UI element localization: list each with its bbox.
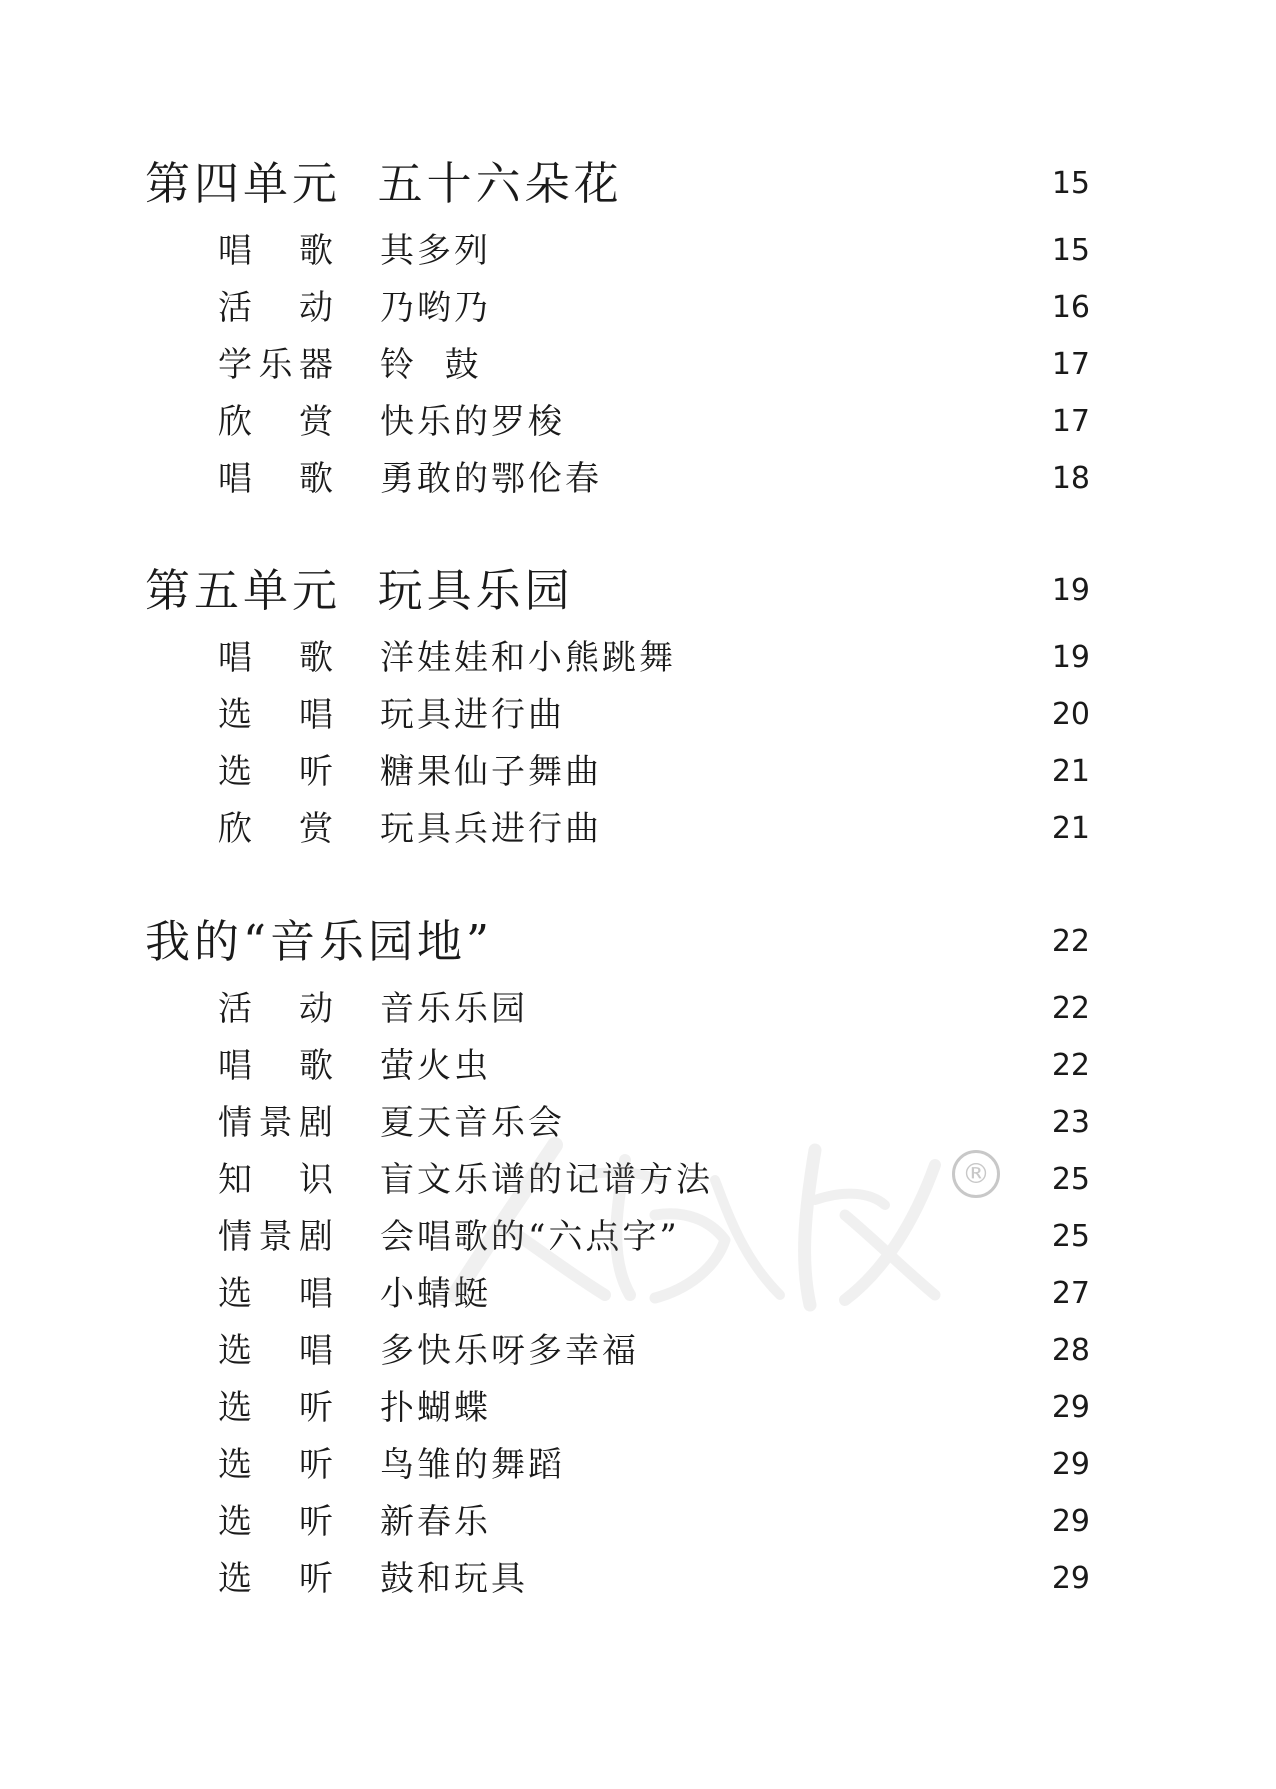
unit-title: 我的“音乐园地”: [145, 915, 494, 968]
lesson-page-number: 23: [1051, 1105, 1090, 1140]
lesson-entry: [218, 285, 1090, 331]
unit-heading: [145, 561, 1090, 621]
lesson-title: 玩具进行曲: [380, 695, 565, 735]
lesson-type: 选听: [218, 1445, 333, 1485]
lesson-title: 鼓和玩具: [380, 1559, 528, 1599]
lesson-title: 糖果仙子舞曲: [380, 752, 602, 792]
lesson-type: 唱歌: [218, 1046, 333, 1086]
lesson-title: 扑蝴蝶: [380, 1388, 491, 1428]
lesson-title: 多快乐呀多幸福: [380, 1331, 639, 1371]
unit-page-number: 22: [1051, 924, 1090, 959]
lesson-entry: [218, 1271, 1090, 1317]
lesson-page-number: 29: [1051, 1447, 1090, 1482]
lesson-type: 活动: [218, 288, 333, 328]
lesson-title: 夏天音乐会: [380, 1103, 565, 1143]
registered-mark-icon: ®: [952, 1150, 1000, 1198]
lesson-type: 情景剧: [218, 1103, 333, 1143]
lesson-type: 学乐器: [218, 345, 333, 385]
lesson-type: 选唱: [218, 695, 333, 735]
lesson-entry: [218, 635, 1090, 681]
lesson-title: 萤火虫: [380, 1046, 491, 1086]
lesson-title: 玩具兵进行曲: [380, 809, 602, 849]
unit-page-number: 19: [1051, 573, 1090, 608]
unit-heading: [145, 154, 1090, 214]
lesson-page-number: 25: [1051, 1219, 1090, 1254]
lesson-page-number: 29: [1051, 1561, 1090, 1596]
lesson-title: 勇敢的鄂伦春: [380, 459, 602, 499]
lesson-entry: [218, 749, 1090, 795]
lesson-type: 选听: [218, 752, 333, 792]
lesson-entry: [218, 692, 1090, 738]
unit-page-number: 15: [1051, 166, 1090, 201]
unit-title: 第五单元 玩具乐园: [145, 564, 574, 617]
lesson-type: 知识: [218, 1160, 333, 1200]
unit-title: 第四单元 五十六朵花: [145, 157, 623, 210]
lesson-type: 欣赏: [218, 402, 333, 442]
lesson-entry: [218, 986, 1090, 1032]
lesson-entry: [218, 806, 1090, 852]
lesson-title: 盲文乐谱的记谱方法: [380, 1160, 713, 1200]
lesson-type: 选听: [218, 1388, 333, 1428]
lesson-page-number: 21: [1051, 811, 1090, 846]
lesson-title: 鸟雏的舞蹈: [380, 1445, 565, 1485]
lesson-type: 欣赏: [218, 809, 333, 849]
lesson-page-number: 29: [1051, 1390, 1090, 1425]
lesson-title: 新春乐: [380, 1502, 491, 1542]
lesson-title: 快乐的罗梭: [380, 402, 565, 442]
unit-heading: [145, 912, 1090, 972]
lesson-type: 唱歌: [218, 638, 333, 678]
lesson-type: 选听: [218, 1559, 333, 1599]
lesson-page-number: 29: [1051, 1504, 1090, 1539]
lesson-type: 选唱: [218, 1274, 333, 1314]
lesson-type: 选唱: [218, 1331, 333, 1371]
lesson-entry: [218, 1043, 1090, 1089]
lesson-entry: [218, 342, 1090, 388]
lesson-page-number: 22: [1051, 1048, 1090, 1083]
lesson-page-number: 25: [1051, 1162, 1090, 1197]
lesson-page-number: 27: [1051, 1276, 1090, 1311]
lesson-title: 会唱歌的“六点字”: [380, 1217, 680, 1257]
lesson-title: 铃 鼓: [380, 345, 482, 385]
lesson-title: 乃哟乃: [380, 288, 491, 328]
lesson-type: 选听: [218, 1502, 333, 1542]
lesson-entry: [218, 1442, 1090, 1488]
lesson-type: 活动: [218, 989, 333, 1029]
lesson-type: 唱歌: [218, 231, 333, 271]
lesson-entry: [218, 456, 1090, 502]
lesson-entry: [218, 1328, 1090, 1374]
lesson-type: 唱歌: [218, 459, 333, 499]
lesson-entry: [218, 1100, 1090, 1146]
lesson-page-number: 21: [1051, 754, 1090, 789]
lesson-title: 音乐乐园: [380, 989, 528, 1029]
lesson-page-number: 22: [1051, 991, 1090, 1026]
lesson-title: 洋娃娃和小熊跳舞: [380, 638, 676, 678]
lesson-type: 情景剧: [218, 1217, 333, 1257]
lesson-page-number: 17: [1051, 347, 1090, 382]
lesson-page-number: 17: [1051, 404, 1090, 439]
lesson-title: 小蜻蜓: [380, 1274, 491, 1314]
lesson-entry: [218, 1556, 1090, 1602]
lesson-page-number: 28: [1051, 1333, 1090, 1368]
lesson-entry: [218, 1499, 1090, 1545]
lesson-page-number: 15: [1051, 233, 1090, 268]
lesson-page-number: 19: [1051, 640, 1090, 675]
lesson-page-number: 16: [1051, 290, 1090, 325]
lesson-entry: [218, 399, 1090, 445]
lesson-entry: [218, 1214, 1090, 1260]
lesson-title: 其多列: [380, 231, 491, 271]
lesson-entry: [218, 228, 1090, 274]
lesson-entry: [218, 1385, 1090, 1431]
lesson-page-number: 20: [1051, 697, 1090, 732]
lesson-page-number: 18: [1051, 461, 1090, 496]
